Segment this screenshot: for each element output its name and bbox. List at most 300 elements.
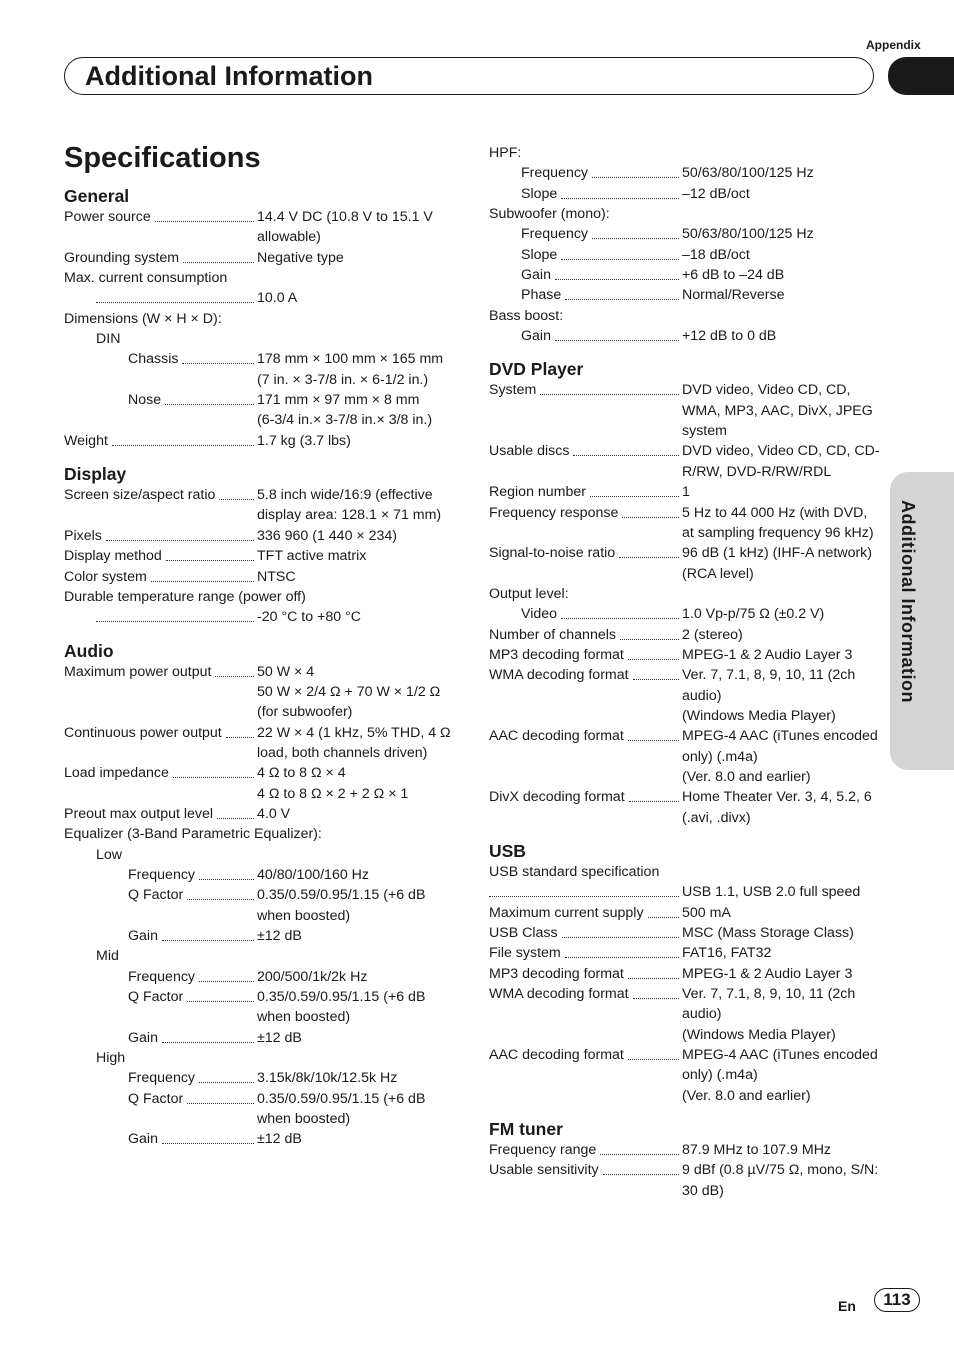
section-heading: General bbox=[64, 186, 130, 206]
section-heading: Display bbox=[64, 464, 127, 485]
spec-label-cell bbox=[489, 787, 682, 807]
spec-label-cell bbox=[64, 926, 257, 946]
section-heading: FM tuner bbox=[489, 1119, 563, 1140]
spec-value: (7 in. × 3-7/8 in. × 6-1/2 in.) bbox=[257, 371, 429, 388]
spec-label-cell bbox=[64, 865, 257, 885]
spec-label: Phase bbox=[521, 287, 562, 304]
spec-value: 0.35/0.59/0.95/1.15 (+6 dB when boosted) bbox=[257, 989, 426, 1026]
spec-value: DVD video, Video CD, CD, CD-R/RW, DVD-R/RW/RDL bbox=[682, 443, 880, 480]
spec-value: +12 dB to 0 dB bbox=[682, 328, 777, 345]
spec-label: Gain bbox=[128, 928, 158, 944]
spec-label: Number of channels bbox=[489, 626, 616, 643]
spec-value: Ver. 7, 7.1, 8, 9, 10, 11 (2ch audio) bbox=[682, 667, 856, 704]
spec-label-cell bbox=[64, 662, 257, 682]
dot-leader bbox=[166, 546, 254, 561]
side-tab-label: Additional Information bbox=[898, 500, 918, 703]
spec-label: Frequency range bbox=[489, 1142, 597, 1159]
spec-label: Weight bbox=[64, 432, 108, 449]
spec-label-cell bbox=[489, 726, 682, 746]
spec-label: Q Factor bbox=[128, 1090, 184, 1107]
spec-label: Subwoofer (mono): bbox=[489, 206, 610, 223]
dot-leader bbox=[106, 526, 254, 541]
spec-label: Power source bbox=[64, 209, 151, 225]
spec-row bbox=[489, 204, 881, 224]
spec-label: Max. current consumption bbox=[64, 270, 228, 287]
spec-row bbox=[64, 885, 456, 926]
language-label: En bbox=[838, 1298, 856, 1314]
spec-label: Q Factor bbox=[128, 887, 184, 904]
spec-value: TFT active matrix bbox=[257, 548, 367, 565]
spec-label-cell bbox=[489, 882, 682, 897]
section-gap bbox=[489, 1106, 881, 1118]
dot-leader bbox=[489, 882, 679, 897]
spec-row bbox=[64, 567, 456, 587]
spec-label: Slope bbox=[521, 246, 558, 263]
spec-row bbox=[489, 245, 881, 265]
spec-label-cell bbox=[64, 763, 257, 783]
spec-label-cell bbox=[489, 1140, 682, 1160]
spec-row bbox=[64, 546, 456, 566]
spec-row bbox=[64, 248, 456, 268]
spec-label-cell bbox=[489, 984, 682, 1004]
spec-label: File system bbox=[489, 945, 561, 962]
spec-label: DIN bbox=[96, 331, 121, 348]
spec-row bbox=[489, 265, 881, 285]
spec-row bbox=[64, 845, 456, 865]
spec-label-cell bbox=[64, 1068, 257, 1088]
spec-value: 50/63/80/100/125 Hz bbox=[682, 165, 814, 182]
spec-value: 14.4 V DC (10.8 V to 15.1 V allowable) bbox=[257, 209, 433, 246]
dot-leader bbox=[561, 604, 679, 619]
spec-label-cell bbox=[64, 288, 257, 303]
spec-column-right bbox=[489, 143, 881, 1201]
spec-column-left bbox=[64, 185, 456, 1150]
spec-label-cell bbox=[64, 723, 257, 743]
dot-leader bbox=[162, 1028, 254, 1043]
spec-value: 1 bbox=[682, 484, 690, 501]
spec-label: HPF: bbox=[489, 145, 522, 161]
dot-leader bbox=[629, 787, 679, 802]
dot-leader bbox=[199, 865, 254, 880]
spec-label: Frequency response bbox=[489, 504, 619, 521]
spec-label: System bbox=[489, 382, 537, 399]
spec-label: Dimensions (W × H × D): bbox=[64, 310, 222, 327]
spec-value: MPEG-4 AAC (iTunes encoded only) (.m4a) bbox=[682, 1047, 878, 1084]
spec-value: 336 960 (1 440 × 234) bbox=[257, 527, 398, 544]
spec-row bbox=[489, 604, 881, 624]
section-title: Additional Information bbox=[85, 61, 373, 91]
spec-label: Maximum power output bbox=[64, 663, 212, 680]
dot-leader bbox=[219, 485, 254, 500]
spec-value: 0.35/0.59/0.95/1.15 (+6 dB when boosted) bbox=[257, 887, 426, 924]
spec-label: DivX decoding format bbox=[489, 789, 625, 806]
spec-value: MPEG-1 & 2 Audio Layer 3 bbox=[682, 965, 853, 982]
dot-leader bbox=[628, 726, 679, 741]
dot-leader bbox=[555, 265, 679, 280]
spec-row bbox=[489, 882, 881, 902]
spec-label: Low bbox=[96, 846, 123, 863]
spec-label: Frequency bbox=[128, 866, 196, 883]
spec-label-cell bbox=[489, 903, 682, 923]
spec-row bbox=[489, 1045, 881, 1086]
dot-leader bbox=[590, 482, 679, 497]
dot-leader bbox=[628, 645, 679, 660]
spec-value: 10.0 A bbox=[257, 290, 298, 307]
dot-leader bbox=[162, 1129, 254, 1144]
spec-label: Usable discs bbox=[489, 443, 570, 460]
spec-value: 22 W × 4 (1 kHz, 5% THD, 4 Ω load, both channels driven) bbox=[257, 724, 451, 761]
spec-row bbox=[64, 865, 456, 885]
spec-label: Video bbox=[521, 606, 558, 623]
spec-row bbox=[489, 1160, 881, 1201]
spec-row bbox=[489, 964, 881, 984]
spec-row bbox=[489, 984, 881, 1025]
spec-row bbox=[489, 726, 881, 767]
spec-row bbox=[64, 207, 456, 248]
dot-leader bbox=[199, 1068, 254, 1083]
spec-row bbox=[64, 607, 456, 627]
spec-row bbox=[64, 682, 456, 723]
spec-label: Gain bbox=[521, 328, 551, 345]
spec-label-cell bbox=[489, 184, 682, 204]
spec-value: 40/80/100/160 Hz bbox=[257, 866, 370, 883]
spec-row bbox=[489, 665, 881, 706]
spec-row bbox=[489, 943, 881, 963]
spec-label: Slope bbox=[521, 185, 558, 202]
spec-value: NTSC bbox=[257, 568, 296, 585]
spec-label: Mid bbox=[96, 948, 119, 965]
spec-label: Grounding system bbox=[64, 249, 180, 266]
dot-leader bbox=[600, 1140, 679, 1155]
dot-leader bbox=[165, 390, 254, 405]
spec-row bbox=[64, 987, 456, 1028]
spec-row bbox=[489, 163, 881, 183]
spec-label: Frequency bbox=[521, 226, 589, 243]
section-heading: USB bbox=[489, 841, 526, 861]
spec-row bbox=[64, 784, 456, 804]
spec-label: USB standard specification bbox=[489, 864, 660, 880]
spec-value: 50 W × 4 bbox=[257, 663, 315, 680]
spec-label: Output level: bbox=[489, 585, 569, 602]
section-header-bar bbox=[64, 57, 874, 95]
spec-label-cell bbox=[64, 1089, 257, 1109]
spec-row bbox=[64, 1028, 456, 1048]
spec-value: 50 W × 2/4 Ω + 70 W × 1/2 Ω (for subwoofer) bbox=[257, 683, 441, 721]
spec-row bbox=[489, 1025, 881, 1045]
dot-leader bbox=[561, 184, 679, 199]
spec-row bbox=[489, 584, 881, 604]
spec-value: 96 dB (1 kHz) (IHF-A network) (RCA level) bbox=[682, 545, 872, 582]
spec-label-cell bbox=[489, 645, 682, 665]
spec-label-cell bbox=[64, 526, 257, 546]
spec-value: 4 Ω to 8 Ω × 2 + 2 Ω × 1 bbox=[257, 785, 409, 802]
spec-label: Gain bbox=[521, 267, 551, 284]
spec-label: Chassis bbox=[128, 351, 179, 368]
spec-label-cell bbox=[64, 987, 257, 1007]
spec-value: FAT16, FAT32 bbox=[682, 945, 772, 962]
spec-row bbox=[64, 370, 456, 390]
spec-label-cell bbox=[489, 1045, 682, 1065]
dot-leader bbox=[173, 763, 254, 778]
spec-label-cell bbox=[489, 326, 682, 346]
spec-row bbox=[64, 587, 456, 607]
spec-label-cell bbox=[489, 265, 682, 285]
dot-leader bbox=[215, 662, 254, 677]
spec-label-cell bbox=[64, 607, 257, 622]
dot-leader bbox=[217, 804, 254, 819]
spec-value: ±12 dB bbox=[257, 928, 302, 944]
dot-leader bbox=[619, 543, 679, 558]
spec-row bbox=[64, 1089, 456, 1130]
spec-row bbox=[64, 763, 456, 783]
dot-leader bbox=[628, 1045, 679, 1060]
spec-row bbox=[489, 380, 881, 441]
dot-leader bbox=[187, 1089, 254, 1104]
spec-value: ±12 dB bbox=[257, 1029, 302, 1046]
spec-value: (Ver. 8.0 and earlier) bbox=[682, 768, 811, 785]
spec-row bbox=[489, 767, 881, 787]
dot-leader bbox=[565, 943, 679, 958]
spec-label-cell bbox=[64, 546, 257, 566]
spec-label-cell bbox=[489, 1160, 682, 1180]
spec-label: Nose bbox=[128, 392, 162, 409]
dot-leader bbox=[648, 903, 679, 918]
spec-label: Equalizer (3-Band Parametric Equalizer): bbox=[64, 826, 322, 843]
dot-leader bbox=[540, 380, 679, 395]
spec-label: Display method bbox=[64, 548, 162, 565]
spec-row bbox=[489, 543, 881, 584]
spec-value: 50/63/80/100/125 Hz bbox=[682, 226, 814, 243]
spec-label-cell bbox=[64, 1028, 257, 1048]
dot-leader bbox=[226, 723, 254, 738]
dot-leader bbox=[162, 926, 254, 941]
spec-label: Frequency bbox=[521, 165, 589, 182]
appendix-label: Appendix bbox=[866, 38, 921, 52]
spec-label: Color system bbox=[64, 568, 147, 585]
dot-leader bbox=[562, 923, 679, 938]
spec-value: –18 dB/oct bbox=[682, 246, 750, 263]
spec-row bbox=[64, 804, 456, 824]
spec-row bbox=[64, 662, 456, 682]
spec-value: 178 mm × 100 mm × 165 mm bbox=[257, 351, 444, 368]
dot-leader bbox=[628, 964, 679, 979]
spec-label: High bbox=[96, 1050, 126, 1067]
spec-label-cell bbox=[64, 804, 257, 824]
spec-label-cell bbox=[489, 245, 682, 265]
dot-leader bbox=[620, 625, 679, 640]
spec-row bbox=[64, 1068, 456, 1088]
spec-label-cell bbox=[64, 431, 257, 451]
spec-label-cell bbox=[64, 390, 257, 410]
spec-label-cell bbox=[489, 543, 682, 563]
spec-label: Gain bbox=[128, 1131, 158, 1148]
dot-leader bbox=[96, 288, 254, 303]
spec-row bbox=[489, 1086, 881, 1106]
spec-label: Gain bbox=[128, 1029, 158, 1046]
dot-leader bbox=[183, 248, 254, 263]
spec-value: 500 mA bbox=[682, 904, 731, 921]
spec-row bbox=[489, 285, 881, 305]
spec-value: 2 (stereo) bbox=[682, 626, 743, 643]
spec-row bbox=[489, 482, 881, 502]
spec-label-cell bbox=[64, 967, 257, 987]
spec-row bbox=[489, 1140, 881, 1160]
spec-label: Maximum current supply bbox=[489, 904, 644, 921]
dot-leader bbox=[182, 349, 254, 364]
spec-value: –12 dB/oct bbox=[682, 185, 750, 202]
dot-leader bbox=[155, 207, 254, 222]
spec-value: Normal/Reverse bbox=[682, 287, 785, 304]
spec-row bbox=[489, 306, 881, 326]
spec-label: Frequency bbox=[128, 1070, 196, 1087]
spec-label-cell bbox=[64, 349, 257, 369]
spec-row bbox=[489, 903, 881, 923]
spec-label: AAC decoding format bbox=[489, 728, 624, 745]
dot-leader bbox=[561, 245, 679, 260]
spec-value: (Windows Media Player) bbox=[682, 707, 836, 724]
page-title: Specifications bbox=[64, 142, 261, 174]
spec-value: DVD video, Video CD, CD, WMA, MP3, AAC, DivX, JPEG system bbox=[682, 382, 873, 440]
spec-label: Bass boost: bbox=[489, 307, 564, 324]
spec-value: MPEG-1 & 2 Audio Layer 3 bbox=[682, 646, 853, 663]
spec-label-cell bbox=[489, 604, 682, 624]
spec-value: 1.0 Vp-p/75 Ω (±0.2 V) bbox=[682, 606, 825, 623]
spec-value: MSC (Mass Storage Class) bbox=[682, 925, 854, 942]
spec-row bbox=[489, 625, 881, 645]
spec-row bbox=[64, 485, 456, 526]
spec-row bbox=[64, 926, 456, 946]
spec-label: AAC decoding format bbox=[489, 1047, 624, 1064]
spec-label-cell bbox=[489, 964, 682, 984]
spec-row bbox=[64, 268, 456, 288]
spec-value: 3.15k/8k/10k/12.5k Hz bbox=[257, 1070, 398, 1087]
spec-label-cell bbox=[64, 567, 257, 587]
spec-label: Preout max output level bbox=[64, 805, 214, 822]
dot-leader bbox=[633, 665, 679, 680]
spec-label-cell bbox=[489, 923, 682, 943]
dot-leader bbox=[565, 285, 679, 300]
spec-row bbox=[489, 923, 881, 943]
spec-row bbox=[64, 946, 456, 966]
spec-value: Negative type bbox=[257, 249, 344, 266]
spec-value: MPEG-4 AAC (iTunes encoded only) (.m4a) bbox=[682, 728, 878, 765]
dot-leader bbox=[199, 967, 254, 982]
spec-label: WMA decoding format bbox=[489, 667, 629, 684]
spec-value: 5 Hz to 44 000 Hz (with DVD, at sampling frequency 96 kHz) bbox=[682, 504, 874, 541]
spec-value: 0.35/0.59/0.95/1.15 (+6 dB when boosted) bbox=[257, 1090, 426, 1128]
dot-leader bbox=[633, 984, 679, 999]
spec-row bbox=[64, 349, 456, 369]
dot-leader bbox=[573, 441, 679, 456]
spec-label: Signal-to-noise ratio bbox=[489, 545, 616, 562]
dot-leader bbox=[555, 326, 679, 341]
spec-row bbox=[64, 1129, 456, 1149]
spec-value: 4 Ω to 8 Ω × 4 bbox=[257, 765, 346, 782]
spec-label: Usable sensitivity bbox=[489, 1162, 599, 1179]
spec-label: USB Class bbox=[489, 925, 558, 942]
dot-leader bbox=[592, 224, 679, 239]
spec-row bbox=[64, 410, 456, 430]
dot-leader bbox=[603, 1160, 679, 1175]
spec-row bbox=[489, 645, 881, 665]
spec-row bbox=[64, 526, 456, 546]
spec-row bbox=[64, 329, 456, 349]
spec-label-cell bbox=[489, 224, 682, 244]
dot-leader bbox=[622, 503, 679, 518]
spec-row bbox=[489, 862, 881, 882]
spec-value: 4.0 V bbox=[257, 805, 291, 822]
spec-label: Screen size/aspect ratio bbox=[64, 487, 216, 504]
spec-value: ±12 dB bbox=[257, 1131, 302, 1148]
spec-label: Continuous power output bbox=[64, 724, 222, 741]
spec-row bbox=[489, 441, 881, 482]
spec-value: (Windows Media Player) bbox=[682, 1026, 836, 1043]
spec-label-cell bbox=[489, 503, 682, 523]
spec-value: (6-3/4 in.× 3-7/8 in.× 3/8 in.) bbox=[257, 412, 433, 429]
spec-label: Q Factor bbox=[128, 989, 184, 1006]
spec-label-cell bbox=[489, 625, 682, 645]
spec-label: Frequency bbox=[128, 968, 196, 985]
spec-value: 5.8 inch wide/16:9 (effective display area: 128.1 × 71 mm) bbox=[257, 487, 442, 524]
spec-row bbox=[64, 288, 456, 308]
spec-value: 200/500/1k/2k Hz bbox=[257, 968, 368, 985]
spec-value: 1.7 kg (3.7 lbs) bbox=[257, 432, 351, 449]
spec-row bbox=[64, 723, 456, 764]
spec-label-cell bbox=[489, 380, 682, 400]
spec-value: USB 1.1, USB 2.0 full speed bbox=[682, 884, 861, 901]
spec-row bbox=[489, 224, 881, 244]
spec-label: Pixels bbox=[64, 527, 102, 544]
page-number: 113 bbox=[874, 1288, 920, 1312]
spec-row bbox=[489, 706, 881, 726]
section-gap bbox=[64, 628, 456, 640]
spec-row bbox=[489, 184, 881, 204]
dot-leader bbox=[187, 885, 254, 900]
spec-value: 87.9 MHz to 107.9 MHz bbox=[682, 1142, 832, 1159]
section-gap bbox=[489, 346, 881, 358]
spec-label-cell bbox=[489, 285, 682, 305]
spec-row bbox=[64, 824, 456, 844]
spec-label: WMA decoding format bbox=[489, 986, 629, 1003]
header-tab-marker bbox=[888, 57, 954, 95]
spec-label: MP3 decoding format bbox=[489, 965, 624, 982]
spec-row bbox=[489, 326, 881, 346]
spec-label-cell bbox=[64, 248, 257, 268]
dot-leader bbox=[112, 431, 254, 446]
dot-leader bbox=[151, 567, 254, 582]
spec-label-cell bbox=[64, 1129, 257, 1149]
spec-row bbox=[64, 309, 456, 329]
spec-value: 9 dBf (0.8 µV/75 Ω, mono, S/N: 30 dB) bbox=[682, 1162, 879, 1199]
spec-row bbox=[64, 1048, 456, 1068]
spec-value: Ver. 7, 7.1, 8, 9, 10, 11 (2ch audio) bbox=[682, 986, 856, 1023]
spec-value: (Ver. 8.0 and earlier) bbox=[682, 1087, 811, 1104]
spec-label-cell bbox=[64, 485, 257, 505]
spec-label-cell bbox=[489, 441, 682, 461]
section-heading: Audio bbox=[64, 640, 114, 661]
spec-label-cell bbox=[64, 207, 257, 227]
spec-row bbox=[489, 143, 881, 163]
section-gap bbox=[489, 828, 881, 840]
spec-label-cell bbox=[64, 885, 257, 905]
spec-label: Region number bbox=[489, 484, 587, 501]
dot-leader bbox=[96, 607, 254, 622]
spec-label-cell bbox=[489, 163, 682, 183]
dot-leader bbox=[592, 163, 679, 178]
spec-value: 171 mm × 97 mm × 8 mm bbox=[257, 392, 420, 409]
section-gap bbox=[64, 451, 456, 463]
spec-label: Durable temperature range (power off) bbox=[64, 588, 306, 605]
